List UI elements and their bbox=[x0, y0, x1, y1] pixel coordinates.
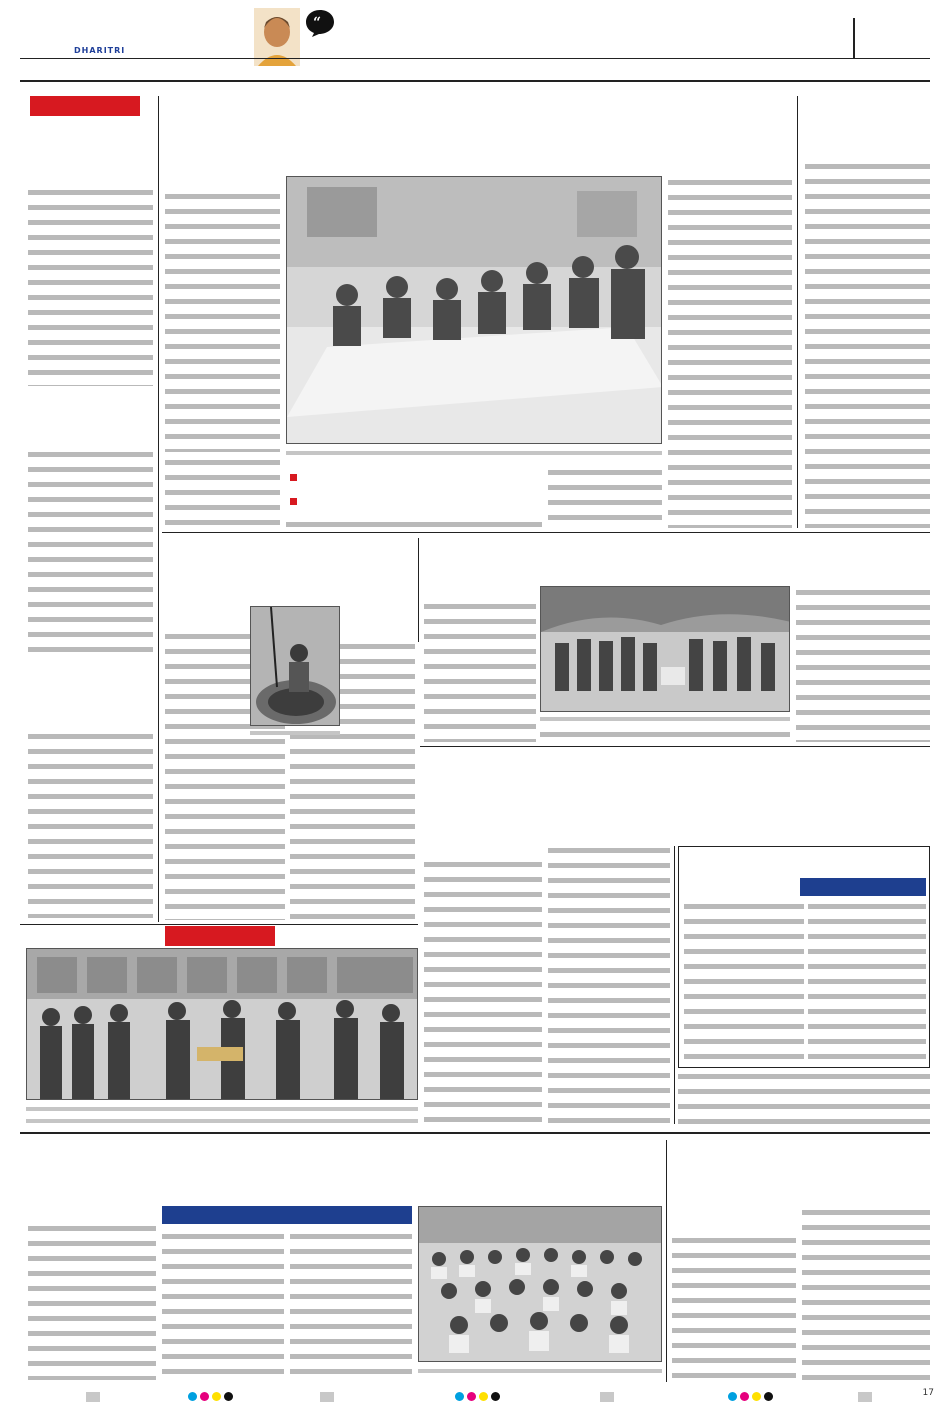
brief3-body bbox=[28, 730, 153, 918]
lead-right-divider bbox=[797, 96, 798, 528]
cold-storage-headline bbox=[28, 1140, 658, 1190]
cold-storage-tag bbox=[162, 1206, 412, 1224]
registration-dot bbox=[188, 1392, 197, 1401]
cold-storage-photo bbox=[418, 1206, 662, 1362]
lead-body-col5 bbox=[668, 176, 792, 528]
guard-body-col2 bbox=[808, 900, 926, 1064]
brief3-headline bbox=[28, 670, 153, 712]
registration-dot bbox=[764, 1392, 773, 1401]
footer-grey-block bbox=[86, 1392, 100, 1402]
brief1-dateline bbox=[28, 172, 153, 184]
cold-storage-body-col2 bbox=[162, 1230, 284, 1380]
footer bbox=[0, 1386, 945, 1405]
brief2-body bbox=[28, 448, 153, 660]
registration-dot bbox=[455, 1392, 464, 1401]
right-story1-headline bbox=[805, 96, 930, 142]
brief3-dateline bbox=[28, 716, 153, 728]
shilanyas-photo bbox=[540, 586, 790, 712]
lead-body-col1 bbox=[165, 190, 280, 452]
cold-storage-body-col1 bbox=[28, 1222, 156, 1380]
truck-kicker bbox=[424, 750, 724, 774]
registration-dot bbox=[740, 1392, 749, 1401]
registration-dot bbox=[752, 1392, 761, 1401]
shilanyas-body-col1 bbox=[424, 600, 536, 742]
section-page-number bbox=[860, 16, 930, 60]
brief2-dateline bbox=[28, 434, 153, 446]
bullet-square-icon bbox=[290, 474, 297, 481]
bottom-divider bbox=[666, 1140, 667, 1382]
guard-body-col1 bbox=[684, 900, 804, 1064]
section-name bbox=[676, 16, 846, 60]
shilanyas-body-col2 bbox=[540, 728, 790, 742]
logo-text bbox=[28, 6, 158, 46]
gaai-photo-caption bbox=[250, 728, 340, 738]
lead-body-col4 bbox=[548, 466, 662, 528]
masthead-rule-top bbox=[20, 58, 930, 59]
lead-photo-caption bbox=[286, 448, 662, 462]
highlight-text bbox=[302, 492, 540, 514]
svg-text:“: “ bbox=[313, 15, 322, 31]
masthead bbox=[0, 0, 945, 88]
highlight-text bbox=[302, 468, 540, 490]
registration-dot bbox=[224, 1392, 233, 1401]
page-number: 17 bbox=[922, 1388, 934, 1398]
registration-dot bbox=[479, 1392, 488, 1401]
hospital-dateline bbox=[672, 1218, 796, 1230]
brief1-headline bbox=[28, 122, 153, 168]
quote-icon bbox=[305, 8, 335, 38]
hospital-body-col1 bbox=[672, 1234, 796, 1380]
lead-body-col3 bbox=[286, 518, 542, 532]
quote-text bbox=[338, 10, 668, 48]
registration-dot bbox=[200, 1392, 209, 1401]
registration-dot bbox=[467, 1392, 476, 1401]
registration-dot bbox=[212, 1392, 221, 1401]
right-story1-body bbox=[805, 160, 930, 528]
highlight-item bbox=[286, 492, 542, 514]
dateline bbox=[28, 62, 328, 78]
right-story1-dateline bbox=[805, 146, 930, 158]
truck-headline bbox=[424, 778, 930, 838]
highlight-item bbox=[286, 468, 542, 490]
footer-grey-block bbox=[600, 1392, 614, 1402]
photo-news-caption bbox=[26, 1104, 418, 1128]
lead-highlights bbox=[286, 468, 542, 514]
briefs-tag bbox=[30, 96, 140, 116]
section-rule-4 bbox=[20, 1132, 930, 1134]
photo-news-tag bbox=[165, 926, 275, 946]
hospital-body-col2 bbox=[802, 1206, 930, 1380]
gaai-photo bbox=[250, 606, 340, 726]
hospital-headline bbox=[672, 1140, 930, 1206]
section-rule-2 bbox=[420, 746, 930, 747]
truck-dateline bbox=[424, 844, 542, 856]
footer-grey-block bbox=[858, 1392, 872, 1402]
logo bbox=[28, 6, 158, 56]
shilanyas-headline bbox=[424, 538, 930, 580]
truck-divider bbox=[674, 846, 675, 1124]
cold-storage-photo-caption bbox=[418, 1366, 662, 1378]
registration-dot bbox=[491, 1392, 500, 1401]
section-rule-1 bbox=[162, 532, 930, 533]
left-column-divider bbox=[158, 96, 159, 922]
section-divider bbox=[853, 18, 855, 58]
truck-body-col2 bbox=[548, 844, 670, 1124]
lead-headline bbox=[165, 94, 795, 164]
photo-news-photo bbox=[26, 948, 418, 1100]
section-rule-3 bbox=[20, 924, 418, 925]
shilanyas-photo-caption bbox=[540, 714, 790, 726]
gaai-divider bbox=[418, 538, 419, 642]
guard-headline bbox=[684, 848, 928, 876]
shilanyas-body-col3 bbox=[796, 586, 930, 742]
cold-storage-body-col3 bbox=[290, 1230, 412, 1380]
lead-body-col2 bbox=[165, 456, 280, 526]
shilanyas-dateline bbox=[424, 586, 536, 598]
lead-dateline bbox=[165, 176, 280, 188]
lead-photo bbox=[286, 176, 662, 444]
guard-tag bbox=[800, 878, 926, 896]
gaai-headline bbox=[165, 538, 415, 604]
footer-grey-block bbox=[320, 1392, 334, 1402]
masthead-rule-bottom bbox=[20, 80, 930, 82]
cold-storage-dateline bbox=[28, 1206, 156, 1218]
registration-dot bbox=[728, 1392, 737, 1401]
logo-sub: DHARITRI bbox=[74, 46, 126, 55]
guard-body-col3 bbox=[678, 1070, 930, 1124]
bullet-square-icon bbox=[290, 498, 297, 505]
brief1-body bbox=[28, 186, 153, 386]
truck-body-col1 bbox=[424, 858, 542, 1124]
quote-author bbox=[600, 50, 670, 64]
brief2-headline bbox=[28, 394, 153, 432]
